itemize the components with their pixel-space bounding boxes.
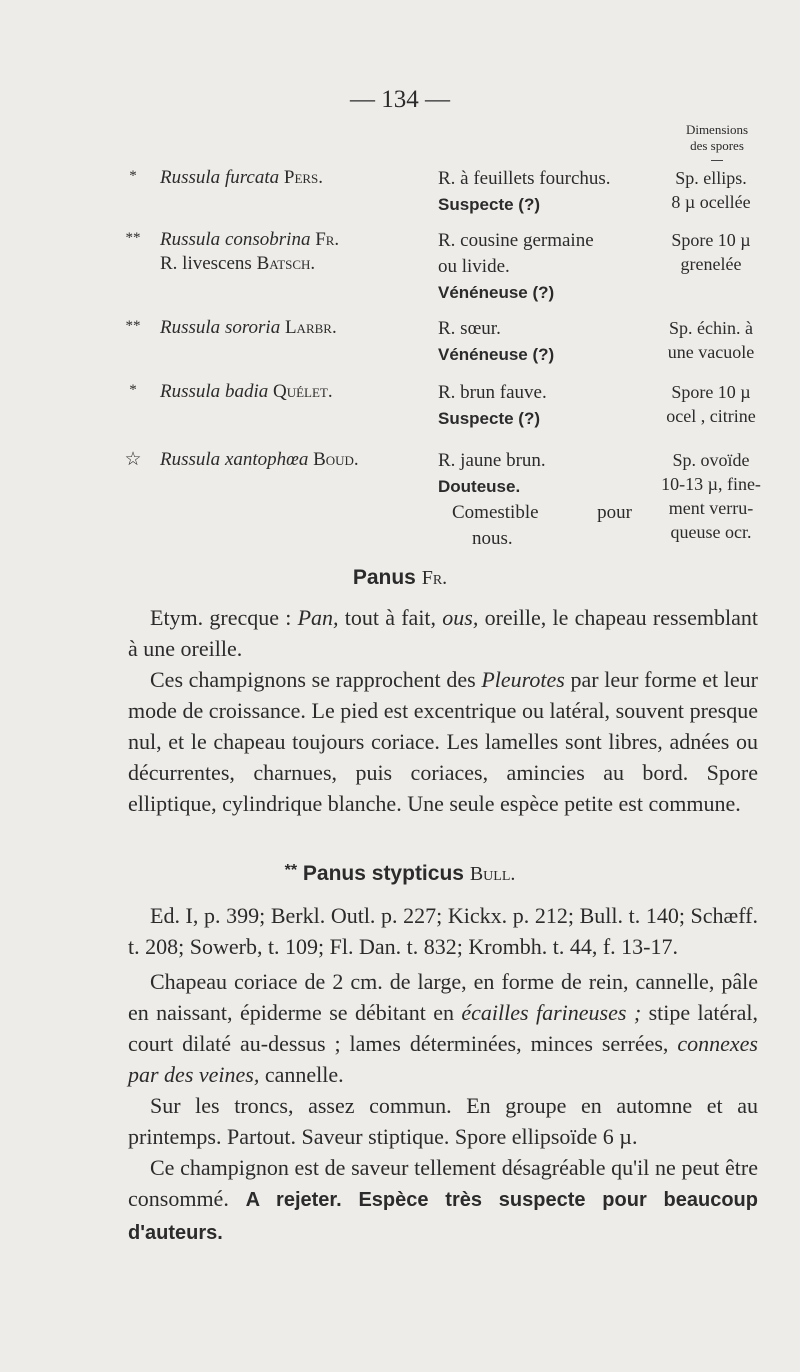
spore-line: 8 µ ocellée	[671, 192, 751, 212]
spore-description	[656, 380, 766, 428]
note-line	[438, 500, 632, 526]
author: Pers.	[283, 167, 324, 188]
french-line: R. cousine germaine	[438, 230, 594, 251]
genus: Russula	[160, 167, 221, 188]
genus-author: Fr.	[421, 567, 448, 589]
species-author: Bull.	[469, 863, 516, 885]
edibility-status: Vénéneuse (?)	[438, 283, 555, 302]
rarity-marker: **	[125, 230, 141, 246]
rarity-marker: **	[284, 862, 298, 879]
references-paragraph: Ed. I, p. 399; Berkl. Outl. p. 227; Kickx. p. 212; Bull. t. 140; Schæff. t. 208; Sowerb, t. 109; Fl. Dan. t. 832; Krombh. t. 44, f. 13-17.	[128, 903, 758, 959]
genus-heading	[0, 566, 800, 590]
edibility-status: Douteuse.	[438, 477, 521, 496]
genus: Russula	[160, 317, 221, 338]
spore-description	[656, 228, 766, 276]
species: furcata	[224, 167, 280, 188]
latin-name	[160, 166, 323, 190]
species-name: Panus stypticus	[302, 862, 464, 885]
spore-line: Sp. ellips.	[675, 168, 747, 188]
note-end: nous.	[472, 528, 513, 549]
french-line: R. jaune brun.	[438, 450, 546, 471]
rarity-marker: *	[129, 168, 137, 184]
rarity-marker: ☆	[124, 449, 142, 470]
species: consobrina	[224, 229, 311, 250]
dimensions-header-line-2: des spores	[690, 138, 744, 153]
genus-description	[128, 602, 758, 819]
latin-name	[160, 316, 337, 340]
french-line: ou livide.	[438, 256, 510, 277]
author: Fr.	[315, 229, 340, 250]
french-line: R. à feuillets fourchus.	[438, 168, 611, 189]
species: badia	[224, 381, 269, 402]
spore-description	[656, 448, 766, 544]
latin-name	[160, 448, 359, 472]
french-name	[438, 166, 653, 218]
genus: Russula	[160, 381, 221, 402]
author: Larbr.	[284, 317, 337, 338]
cap-paragraph: Chapeau coriace de 2 cm. de large, en forme de rein, cannelle, pâle en naissant, épiderme se débitant en écailles farineuses ; stipe latéral, court dilaté au-dessus ; lames déterminées, minces serrées, connexes par des veines, cannelle.	[128, 969, 758, 1087]
synonym-author: Batsch.	[256, 253, 316, 274]
spore-line: Spore 10 µ	[671, 230, 751, 250]
spore-line: Spore 10 µ	[671, 382, 751, 402]
spore-dimensions-header	[672, 122, 762, 161]
spore-line: Sp. échin. à	[669, 318, 753, 338]
synonym: R. livescens	[160, 253, 252, 274]
page-number: — 134 —	[350, 86, 450, 113]
french-name	[438, 380, 653, 432]
edibility-paragraph: Ce champignon est de saveur tellement désagréable qu'il ne peut être consommé. A rejeter. Espèce très suspecte pour beaucoup d'auteurs.	[128, 1155, 758, 1244]
spore-line: Sp. ovoïde	[672, 450, 750, 470]
french-line: R. brun fauve.	[438, 382, 547, 403]
author: Boud.	[313, 449, 359, 470]
french-name	[438, 228, 653, 306]
note-word: pour	[597, 502, 632, 523]
edibility-status: Vénéneuse (?)	[438, 345, 555, 364]
genus: Russula	[160, 449, 221, 470]
species-heading	[0, 862, 800, 886]
spore-line: une vacuole	[667, 342, 755, 362]
spore-line: 10-13 µ, fine-	[661, 474, 761, 494]
rarity-marker: **	[125, 318, 141, 334]
etymology-paragraph: Etym. grecque : Pan, tout à fait, ous, oreille, le chapeau ressemblant à une oreille.	[128, 605, 758, 661]
rarity-marker: *	[129, 382, 137, 398]
header-rule	[711, 160, 723, 161]
genus: Russula	[160, 229, 221, 250]
dimensions-header-line-1: Dimensions	[685, 122, 749, 137]
genus-name: Panus	[352, 566, 416, 589]
spore-description	[656, 166, 766, 214]
species: sororia	[224, 317, 281, 338]
latin-name	[160, 228, 339, 276]
edibility-status: Suspecte (?)	[438, 409, 541, 428]
note-word: Comestible	[452, 502, 539, 523]
french-name	[438, 448, 653, 552]
spore-line: queuse ocr.	[670, 522, 752, 542]
species-description	[128, 900, 758, 1249]
spore-line: grenelée	[680, 254, 742, 274]
french-line: R. sœur.	[438, 318, 501, 339]
species: xantophœa	[224, 449, 309, 470]
habitat-paragraph: Sur les troncs, assez commun. En groupe en automne et au printemps. Partout. Saveur stiptique. Spore ellipsoïde 6 µ.	[128, 1093, 758, 1149]
edibility-status: Suspecte (?)	[438, 195, 541, 214]
author: Quélet.	[272, 381, 333, 402]
french-name	[438, 316, 653, 368]
characteristics-paragraph: Ces champignons se rapprochent des Pleurotes par leur forme et leur mode de croissance. Le pied est excentrique ou latéral, souvent presque nul, et le chapeau toujours coriace. Les lamelles sont libres, adnées ou décurrentes, charnues, puis coriaces, amincies au bord. Spore elliptique, cylindrique blanche. Une seule espèce petite est commune.	[128, 667, 758, 816]
spore-line: ocel , citrine	[666, 406, 756, 426]
spore-description	[656, 316, 766, 364]
latin-name	[160, 380, 333, 404]
spore-line: ment verru-	[668, 498, 754, 518]
